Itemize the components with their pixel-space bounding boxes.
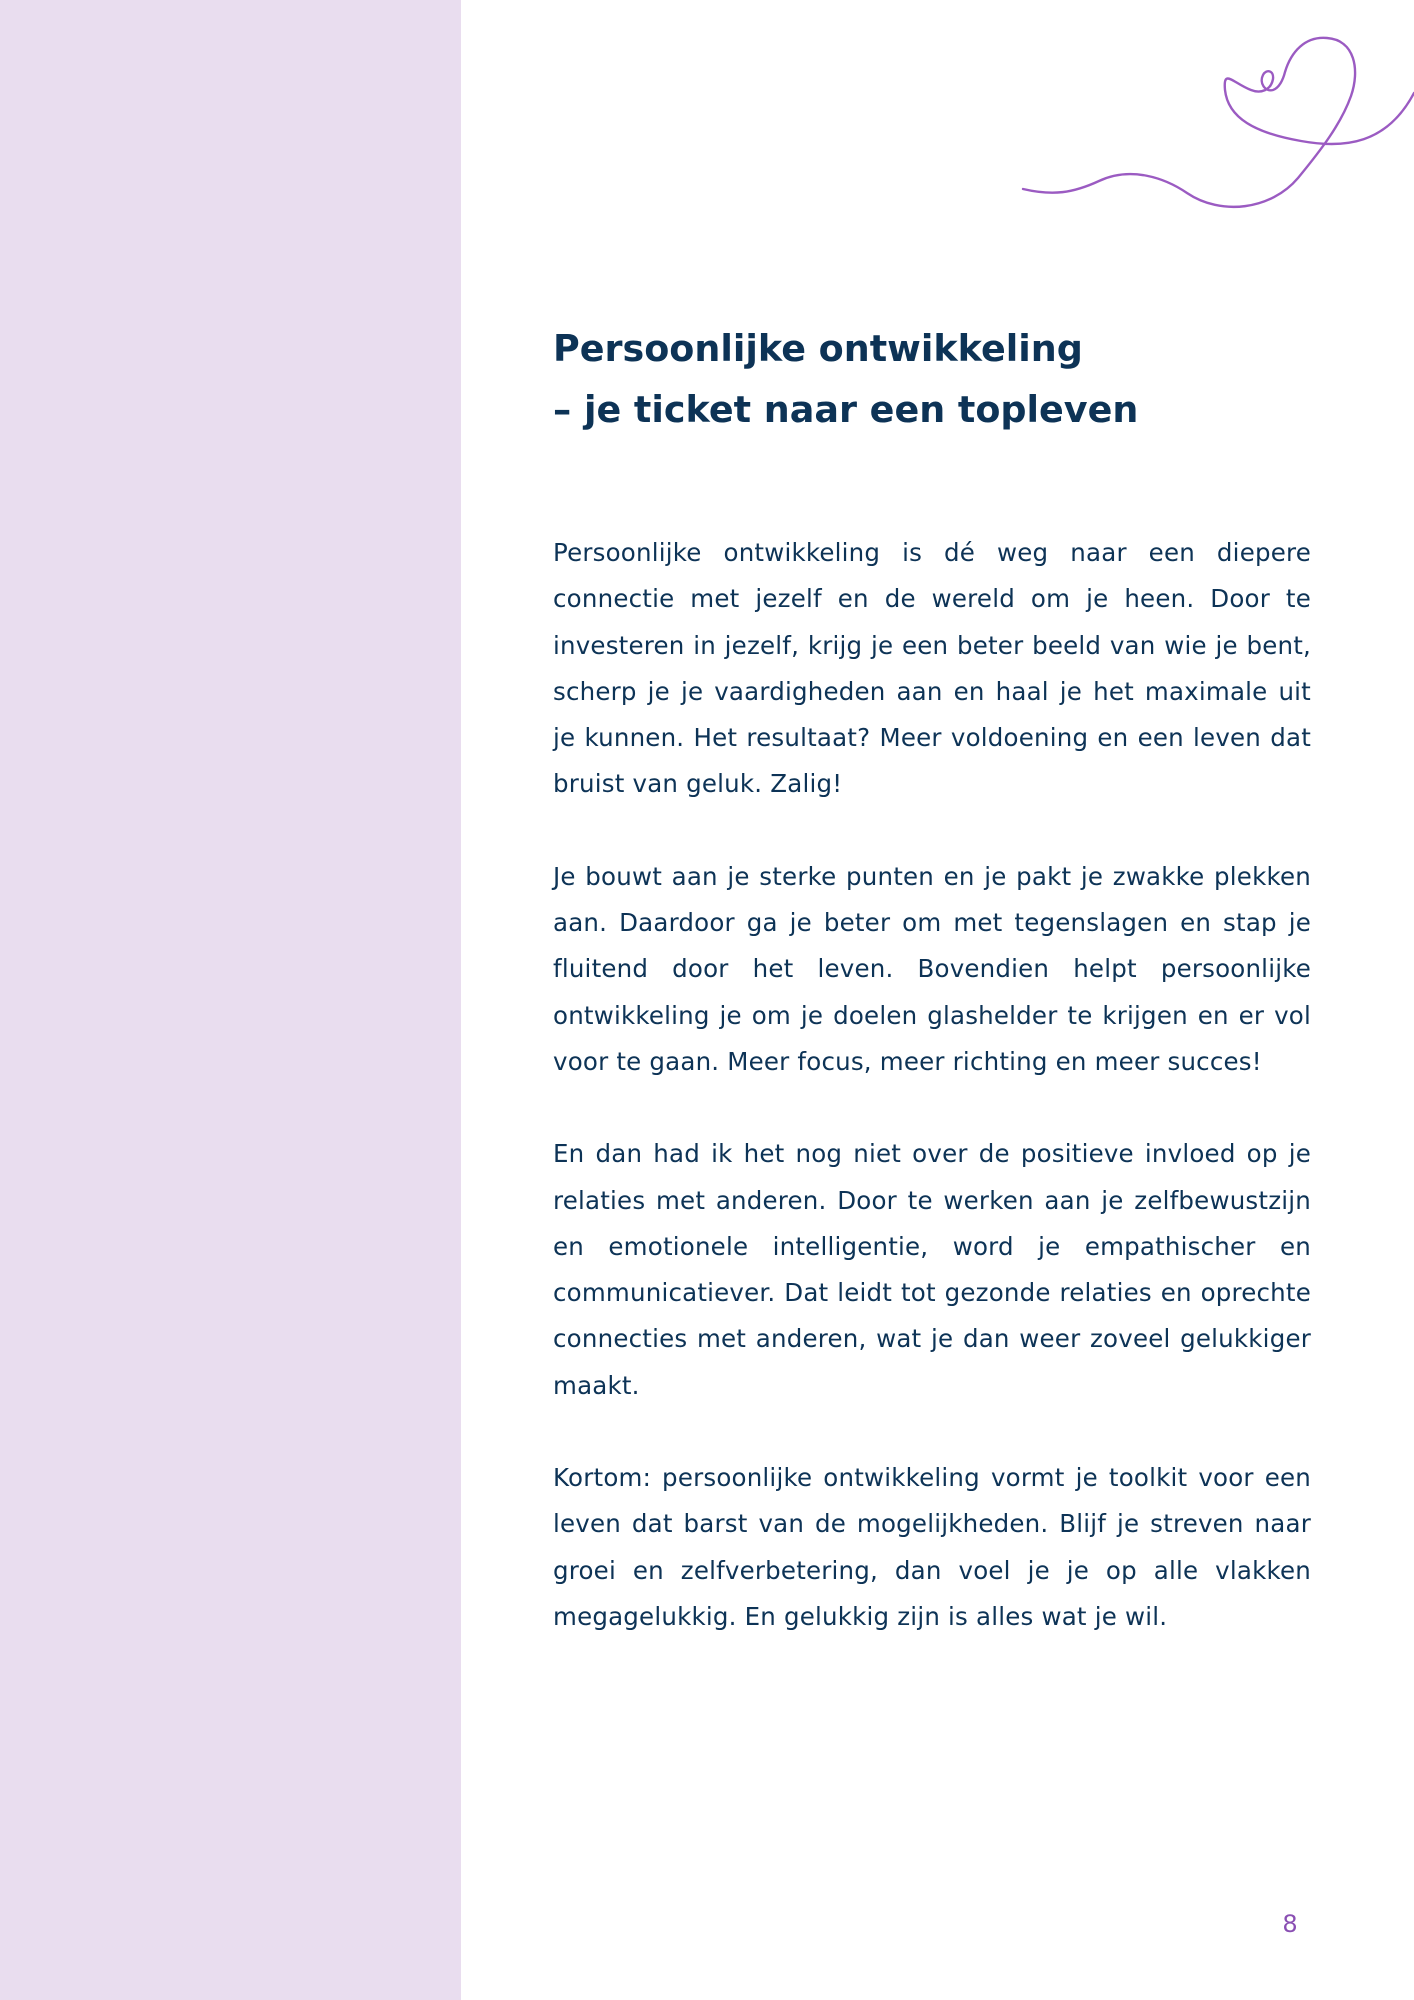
page-number: 8	[1282, 1910, 1298, 1938]
paragraph-3: En dan had ik het nog niet over de positieve invloed op je relaties met anderen. Door te werken aan je zelfbewustzijn en emotionele intelligentie, word je empathischer en communicatiever. Dat leidt tot gezonde relaties en oprechte connecties met anderen, wat je dan weer zoveel gelukkiger maakt.	[553, 1139, 1311, 1400]
body-text	[553, 530, 1311, 1640]
paragraph-4: Kortom: persoonlijke ontwikkeling vormt je toolkit voor een leven dat barst van de mogelijkheden. Blijf je streven naar groei en zelfverbetering, dan voel je je op alle vlakken megagelukkig. En gelukkig zijn is alles wat je wil.	[553, 1463, 1311, 1631]
paragraph-2: Je bouwt aan je sterke punten en je pakt je zwakke plekken aan. Daardoor ga je beter om met tegenslagen en stap je fluitend door het leven. Bovendien helpt persoonlijke ontwikkeling je om je doelen glashelder te krijgen en er vol voor te gaan. Meer focus, meer richting en meer succes!	[553, 861, 1311, 1076]
page-title	[553, 318, 1311, 440]
page-title-line-1: Persoonlijke ontwikkeling	[553, 327, 1083, 370]
main-content	[553, 318, 1311, 1686]
page-title-line-2: – je ticket naar een topleven	[553, 388, 1139, 431]
heart-line-icon	[1015, 28, 1414, 218]
paragraph-1: Persoonlijke ontwikkeling is dé weg naar een diepere connectie met jezelf en de wereld om je heen. Door te investeren in jezelf, krijg je een beter beeld van wie je bent, scherp je je vaardigheden aan en haal je het maximale uit je kunnen. Het resultaat? Meer voldoening en een leven dat bruist van geluk. Zalig!	[553, 538, 1311, 799]
sidebar-panel	[0, 0, 461, 2000]
